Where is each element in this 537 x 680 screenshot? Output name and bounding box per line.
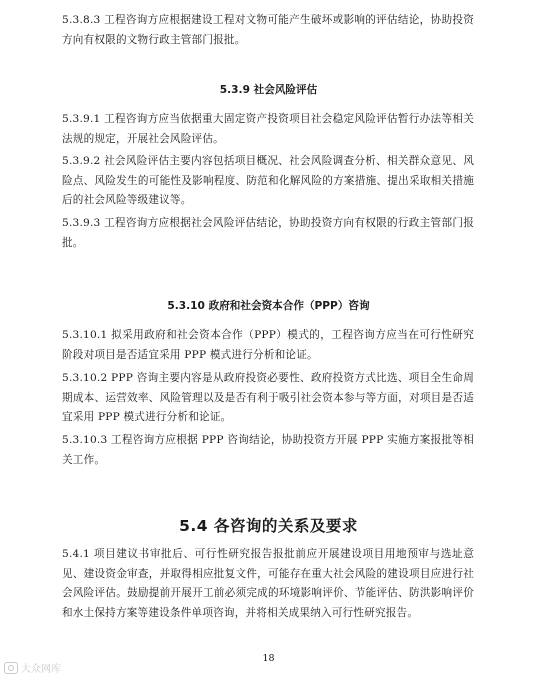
- paragraph-5-3-9-3: 5.3.9.3 工程咨询方应根据社会风险评估结论，协助投资方向有权限的行政主管部门报批。: [62, 217, 474, 249]
- page-number: 18: [262, 653, 275, 664]
- heading-5-3-10: 5.3.10 政府和社会资本合作（PPP）咨询: [167, 300, 370, 312]
- paragraph-5-3-9-2: 5.3.9.2 社会风险评估主要内容包括项目概况、社会风险调查分析、相关群众意见、风险点、风险发生的可能性及影响程度、防范和化解风险的方案措施、提出采取相关措施后的社会风险等级建议等。: [62, 155, 474, 207]
- paragraph-5-3-8-3: 5.3.8.3 工程咨询方应根据建设工程对文物可能产生破坏或影响的评估结论，协助投资方向有权限的文物行政主管部门报批。: [62, 14, 474, 46]
- paragraph-5-3-10-3: 5.3.10.3 工程咨询方应根据 PPP 咨询结论，协助投资方开展 PPP 实施方案报批等相关工作。: [62, 434, 474, 466]
- watermark-text: 大众网库: [21, 664, 61, 675]
- heading-5-4: 5.4 各咨询的关系及要求: [179, 517, 358, 535]
- watermark-logo-icon: [4, 662, 18, 674]
- heading-5-3-9: 5.3.9 社会风险评估: [219, 84, 318, 96]
- paragraph-5-3-10-1: 5.3.10.1 拟采用政府和社会资本合作（PPP）模式的，工程咨询方应当在可行性研究阶段对项目是否适宜采用 PPP 模式进行分析和论证。: [62, 329, 474, 361]
- watermark: [4, 660, 61, 675]
- paragraph-5-3-9-1: 5.3.9.1 工程咨询方应当依据重大固定资产投资项目社会稳定风险评估暂行办法等相关法规的规定，开展社会风险评估。: [62, 113, 474, 145]
- paragraph-5-4-1: 5.4.1 项目建议书审批后、可行性研究报告报批前应开展建设项目用地预审与选址意见、建设资金审查，并取得相应批复文件，可能存在重大社会风险的建设项目应进行社会风险评估。鼓励提前开展开工前必须完成的环境影响评价、节能评估、防洪影响评价和水土保持方案等建设条件单项咨询，并将相关成果纳入可行性研究报告。: [62, 548, 474, 619]
- paragraph-5-3-10-2: 5.3.10.2 PPP 咨询主要内容是从政府投资必要性、政府投资方式比选、项目全生命周期成本、运营效率、风险管理以及是否有利于吸引社会资本参与等方面，对项目是否适宜采用 PPP 模式进行分析和论证。: [62, 372, 474, 424]
